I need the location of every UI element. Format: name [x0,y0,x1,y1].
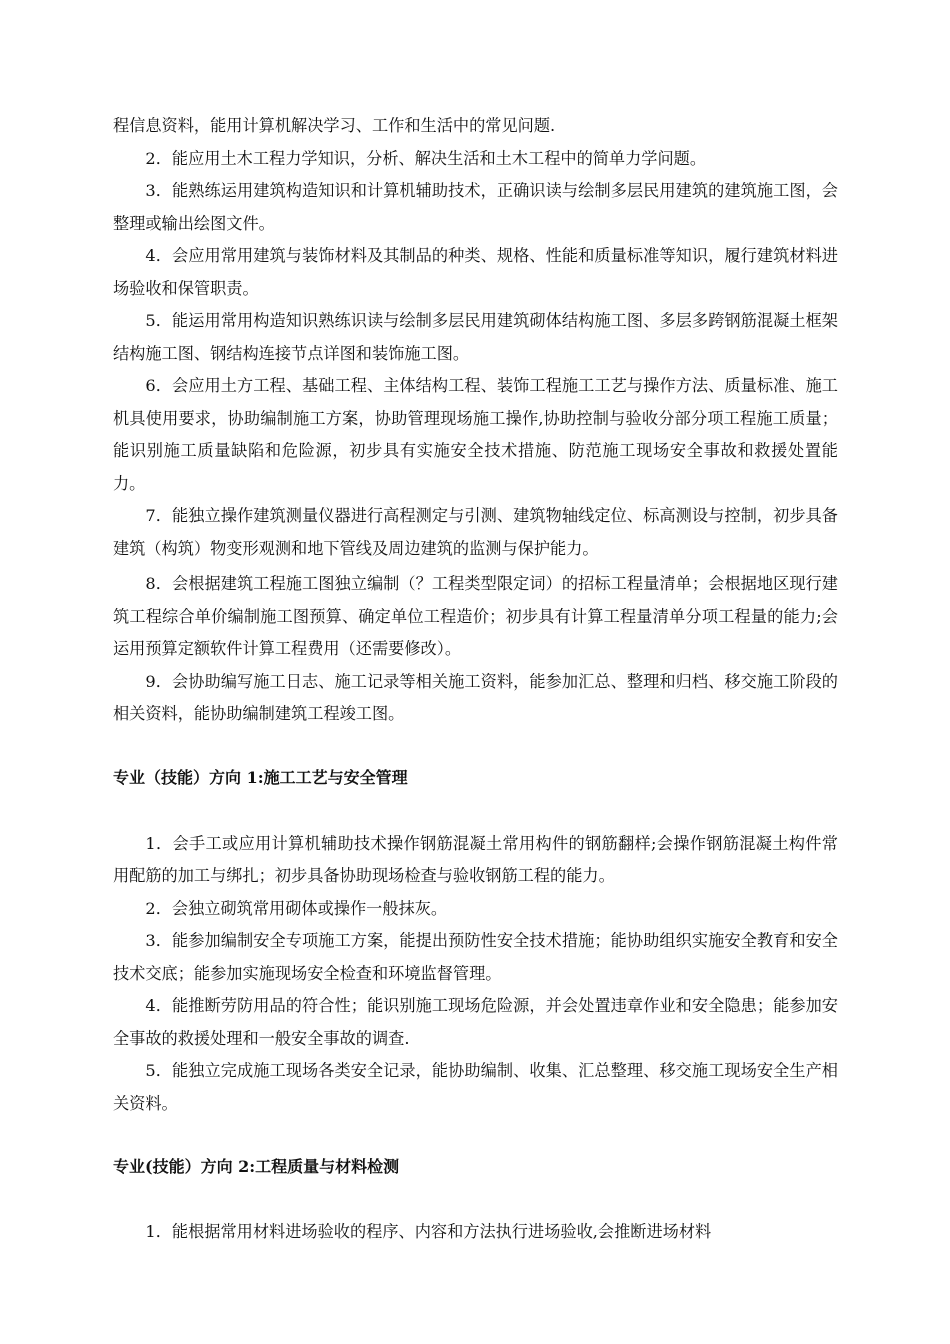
document-body [113,110,838,1249]
list-item: 6．会应用土方工程、基础工程、主体结构工程、装饰工程施工工艺与操作方法、质量标准、施工机具使用要求，协助编制施工方案，协助管理现场施工操作,协助控制与验收分部分项工程施工质量；能识别施工质量缺陷和危险源，初步具有实施安全技术措施、防范施工现场安全事故和救援处置能力。 [113,376,838,493]
list-item: 1．能根据常用材料进场验收的程序、内容和方法执行进场验收,会推断进场材料 [145,1222,712,1241]
section-heading: 专业(技能）方向 2:工程质量与材料检测 [113,1157,400,1176]
list-item: 8．会根据建筑工程施工图独立编制（？工程类型限定词）的招标工程量清单；会根据地区现行建筑工程综合单价编制施工图预算、确定单位工程造价；初步具有计算工程量清单分项工程量的能力;会运用预算定额软件计算工程费用（还需要修改）。 [113,574,838,658]
list-item: 9．会协助编写施工日志、施工记录等相关施工资料，能参加汇总、整理和归档、移交施工阶段的相关资料，能协助编制建筑工程竣工图。 [113,671,838,723]
list-item: 5．能运用常用构造知识熟练识读与绘制多层民用建筑砌体结构施工图、多层多跨钢筋混凝土框架结构施工图、钢结构连接节点详图和装饰施工图。 [113,311,838,363]
list-item: 7．能独立操作建筑测量仪器进行高程测定与引测、建筑物轴线定位、标高测设与控制，初步具备建筑（构筑）物变形观测和地下管线及周边建筑的监测与保护能力。 [113,506,838,558]
list-item: 1．会手工或应用计算机辅助技术操作钢筋混凝土常用构件的钢筋翻样;会操作钢筋混凝土构件常用配筋的加工与绑扎；初步具备协助现场检查与验收钢筋工程的能力。 [113,833,838,885]
list-item: 3．能熟练运用建筑构造知识和计算机辅助技术，正确识读与绘制多层民用建筑的建筑施工图，会整理或输出绘图文件。 [113,181,838,233]
list-item: 3．能参加编制安全专项施工方案，能提出预防性安全技术措施；能协助组织实施安全教育和安全技术交底；能参加实施现场安全检查和环境监督管理。 [113,931,838,983]
list-item: 5．能独立完成施工现场各类安全记录，能协助编制、收集、汇总整理、移交施工现场安全生产相关资料。 [113,1061,838,1113]
list-item: 2．能应用土木工程力学知识，分析、解决生活和土木工程中的简单力学问题。 [145,148,707,168]
section-heading: 专业（技能）方向 1:施工工艺与安全管理 [113,767,408,787]
list-item: 4．会应用常用建筑与装饰材料及其制品的种类、规格、性能和质量标准等知识，履行建筑材料进场验收和保管职责。 [113,246,838,298]
list-item: 4．能推断劳防用品的符合性；能识别施工现场危险源，并会处置违章作业和安全隐患；能参加安全事故的救援处理和一般安全事故的调查. [113,996,838,1048]
list-item: 2．会独立砌筑常用砌体或操作一般抹灰。 [145,898,448,918]
paragraph-continuation: 程信息资料，能用计算机解决学习、工作和生活中的常见问题. [113,116,556,135]
